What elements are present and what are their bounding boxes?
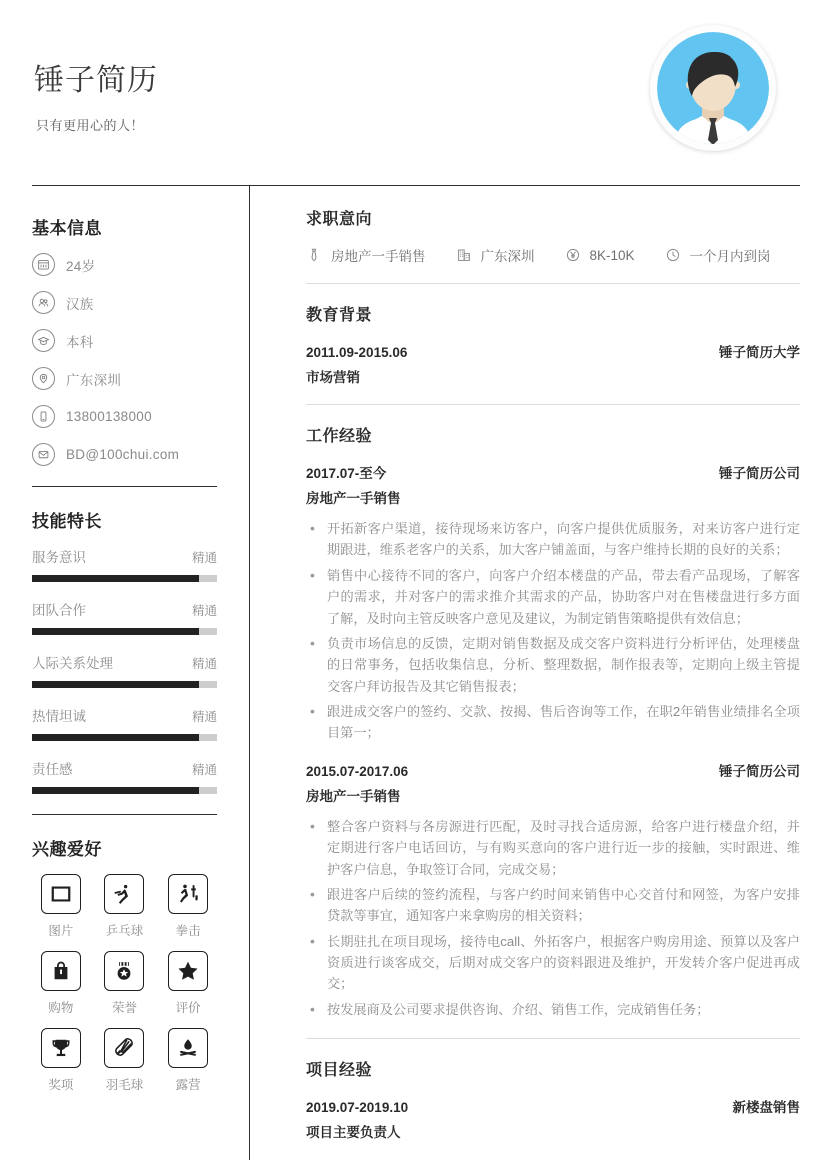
section-work-experience <box>306 423 800 1020</box>
skill-item <box>32 758 217 794</box>
project-name: 新楼盘销售 <box>732 1100 800 1116</box>
building-icon <box>456 247 472 263</box>
skill-name: 服务意识 <box>32 550 86 565</box>
project-role: 项目主要负责人 <box>306 1125 401 1141</box>
work-bullet: • 跟进成交客户的签约、交款、按揭、售后咨询等工作，在职2年销售业绩排名全项目第一； <box>306 701 800 744</box>
job-intent-availability <box>665 245 771 265</box>
skill-item <box>32 652 217 688</box>
work-role: 房地产一手销售 <box>306 788 401 804</box>
hobby-item-camping <box>159 1028 217 1093</box>
skill-bar-fill <box>32 628 199 635</box>
skill-name: 责任感 <box>32 762 73 777</box>
work-bullet: • 跟进客户后续的签约流程，与客户约时间来销售中心交首付和网签，为客户安排贷款等事宜，通知客户来拿购房的相关资料； <box>306 884 800 927</box>
skill-bar-fill <box>32 787 199 794</box>
page-title: 锤子简历 <box>34 64 158 97</box>
clock-icon <box>665 247 681 263</box>
section-title-education: 教育背景 <box>306 307 373 324</box>
section-education <box>306 302 800 386</box>
skill-bar-fill <box>32 681 199 688</box>
table-tennis-icon <box>104 874 144 914</box>
job-intent-value: 房地产一手销售 <box>331 249 426 264</box>
info-value-education: 本科 <box>66 334 94 350</box>
skill-level: 精通 <box>191 710 217 724</box>
hobby-item-honor <box>96 951 154 1016</box>
main-divider-3 <box>306 1038 800 1039</box>
info-item-phone <box>32 405 217 428</box>
info-value-email: BD@100chui.com <box>66 447 180 462</box>
work-date: 2017.07-至今 <box>306 466 387 481</box>
main-divider-2 <box>306 404 800 405</box>
location-pin-icon <box>32 367 55 390</box>
section-skills <box>32 507 217 794</box>
yen-circle-icon <box>565 247 581 263</box>
main-content <box>250 186 800 1147</box>
main-divider-1 <box>306 283 800 284</box>
section-title-basic-info: 基本信息 <box>32 219 102 238</box>
hobby-label: 羽毛球 <box>105 1078 144 1092</box>
info-value-age: 24岁 <box>66 258 96 274</box>
sidebar-divider-1 <box>32 486 217 487</box>
star-icon <box>168 951 208 991</box>
necktie-icon <box>306 247 322 263</box>
skill-level: 精通 <box>191 763 217 777</box>
hobby-item-boxing <box>159 874 217 939</box>
job-intention-row <box>306 245 800 265</box>
job-intent-salary <box>565 247 635 263</box>
job-intent-value: 广东深圳 <box>480 249 535 264</box>
hobby-label: 评价 <box>175 1001 201 1015</box>
calendar-icon <box>32 253 55 276</box>
work-entry <box>306 462 800 744</box>
skill-level: 精通 <box>191 657 217 671</box>
work-bullet: • 开拓新客户渠道，接待现场来访客户，向客户提供优质服务，对来访客户进行定期跟进，维系老客户的关系，加大客户铺盖面，与客户维持长期的良好的关系； <box>306 518 800 561</box>
section-title-hobbies: 兴趣爱好 <box>32 840 102 859</box>
hobby-grid <box>32 874 217 1093</box>
skill-bar-fill <box>32 734 199 741</box>
work-bullets <box>306 816 800 1020</box>
job-intent-value: 一个月内到岗 <box>689 249 771 264</box>
info-item-education <box>32 329 217 352</box>
info-value-ethnicity: 汉族 <box>66 296 94 312</box>
work-date: 2015.07-2017.06 <box>306 763 409 779</box>
info-item-age <box>32 253 217 276</box>
campfire-icon <box>168 1028 208 1068</box>
hobby-label: 奖项 <box>48 1078 74 1092</box>
hobby-label: 图片 <box>48 924 74 938</box>
trophy-icon <box>41 1028 81 1068</box>
work-bullet: • 长期驻扎在项目现场，接待电call、外拓客户，根据客户购房用途、预算以及客户资质进行谈客成交，后期对成交客户的资料跟进及维护，开发转介客户促进再成交； <box>306 931 800 995</box>
skill-level: 精通 <box>191 604 217 618</box>
job-intent-city <box>456 245 535 265</box>
hobby-label: 乒乓球 <box>105 924 144 938</box>
skill-name: 热情坦诚 <box>32 709 86 724</box>
work-company: 锤子简历公司 <box>719 763 800 779</box>
skill-bar <box>32 787 217 794</box>
info-item-ethnicity <box>32 291 217 314</box>
work-role: 房地产一手销售 <box>306 491 401 506</box>
work-bullet: • 销售中心接待不同的客户，向客户介绍本楼盘的产品，带去看产品现场，了解客户的需求，并对客户的需求推介其需求的产品，协助客户对在售楼盘进行多方面了解，及时向主管反映客户意见及建议，为制定销售策略提供有效信息； <box>306 565 800 629</box>
info-value-location: 广东深圳 <box>66 372 122 388</box>
job-intent-value: 8K-10K <box>589 247 635 263</box>
education-school: 锤子简历大学 <box>719 345 800 360</box>
sidebar-divider-2 <box>32 814 217 815</box>
section-title-project-experience: 项目经验 <box>306 1062 373 1080</box>
section-job-intention <box>306 206 800 265</box>
medal-icon <box>104 951 144 991</box>
hobby-item-image <box>32 874 90 939</box>
skill-item <box>32 599 217 635</box>
sidebar <box>0 186 249 1093</box>
education-major: 市场营销 <box>306 370 360 385</box>
boxing-icon <box>168 874 208 914</box>
skill-level: 精通 <box>191 551 217 565</box>
section-project-experience <box>306 1057 800 1141</box>
section-basic-info <box>32 214 217 466</box>
hobby-label: 荣誉 <box>111 1001 137 1015</box>
hobby-label: 购物 <box>48 1001 74 1015</box>
image-icon <box>41 874 81 914</box>
avatar-image <box>657 32 769 144</box>
skill-name: 团队合作 <box>32 603 86 618</box>
people-icon <box>32 291 55 314</box>
envelope-icon <box>32 443 55 466</box>
skill-bar <box>32 628 217 635</box>
hobby-label: 露营 <box>175 1078 201 1092</box>
avatar-illustration-icon <box>657 32 769 144</box>
work-bullet: • 按发展商及公司要求提供咨询、介绍、销售工作，完成销售任务； <box>306 999 800 1020</box>
section-title-skills: 技能特长 <box>32 512 102 531</box>
work-bullet: • 整合客户资料与各房源进行匹配，及时寻找合适房源，给客户进行楼盘介绍，并定期进行客户电话回访，与有购买意向的客户进行近一步的接触，实时跟进、维护客户信息，争取签订合同，完成交易； <box>306 816 800 880</box>
skill-item <box>32 705 217 741</box>
hobby-item-shopping <box>32 951 90 1016</box>
hobby-item-rating <box>159 951 217 1016</box>
section-title-job-intention: 求职意向 <box>306 211 373 228</box>
work-bullet: • 负责市场信息的反馈，定期对销售数据及成交客户资料进行分析评估，处理楼盘的日常事务，包括收集信息，分析、整理数据，制作报表等，定期向上级主管提交客户拜访报告及其它销售报表； <box>306 633 800 697</box>
section-hobbies <box>32 835 217 1093</box>
skill-item <box>32 546 217 582</box>
project-date: 2019.07-2019.10 <box>306 1100 409 1116</box>
info-value-phone: 13800138000 <box>66 409 152 424</box>
work-bullets <box>306 518 800 744</box>
info-item-email <box>32 443 217 466</box>
skill-bar <box>32 681 217 688</box>
work-company: 锤子简历公司 <box>719 466 800 481</box>
work-entry <box>306 760 800 1020</box>
section-title-work-experience: 工作经验 <box>306 428 373 445</box>
skill-name: 人际关系处理 <box>32 656 113 671</box>
phone-icon <box>32 405 55 428</box>
skill-bar-fill <box>32 575 199 582</box>
hobby-label: 拳击 <box>175 924 201 938</box>
avatar <box>650 25 776 151</box>
hobby-item-award <box>32 1028 90 1093</box>
resume-header <box>0 0 820 185</box>
header-subtitle: 只有更用心的人！ <box>36 118 145 133</box>
education-date: 2011.09-2015.06 <box>306 345 408 360</box>
education-entry <box>306 341 800 386</box>
hobby-item-badminton <box>96 1028 154 1093</box>
skill-bar <box>32 575 217 582</box>
skill-bar <box>32 734 217 741</box>
hobby-item-table-tennis <box>96 874 154 939</box>
info-item-location <box>32 367 217 390</box>
job-intent-position <box>306 245 426 265</box>
graduation-cap-icon <box>32 329 55 352</box>
project-entry <box>306 1096 800 1141</box>
shopping-bag-icon <box>41 951 81 991</box>
badminton-icon <box>104 1028 144 1068</box>
